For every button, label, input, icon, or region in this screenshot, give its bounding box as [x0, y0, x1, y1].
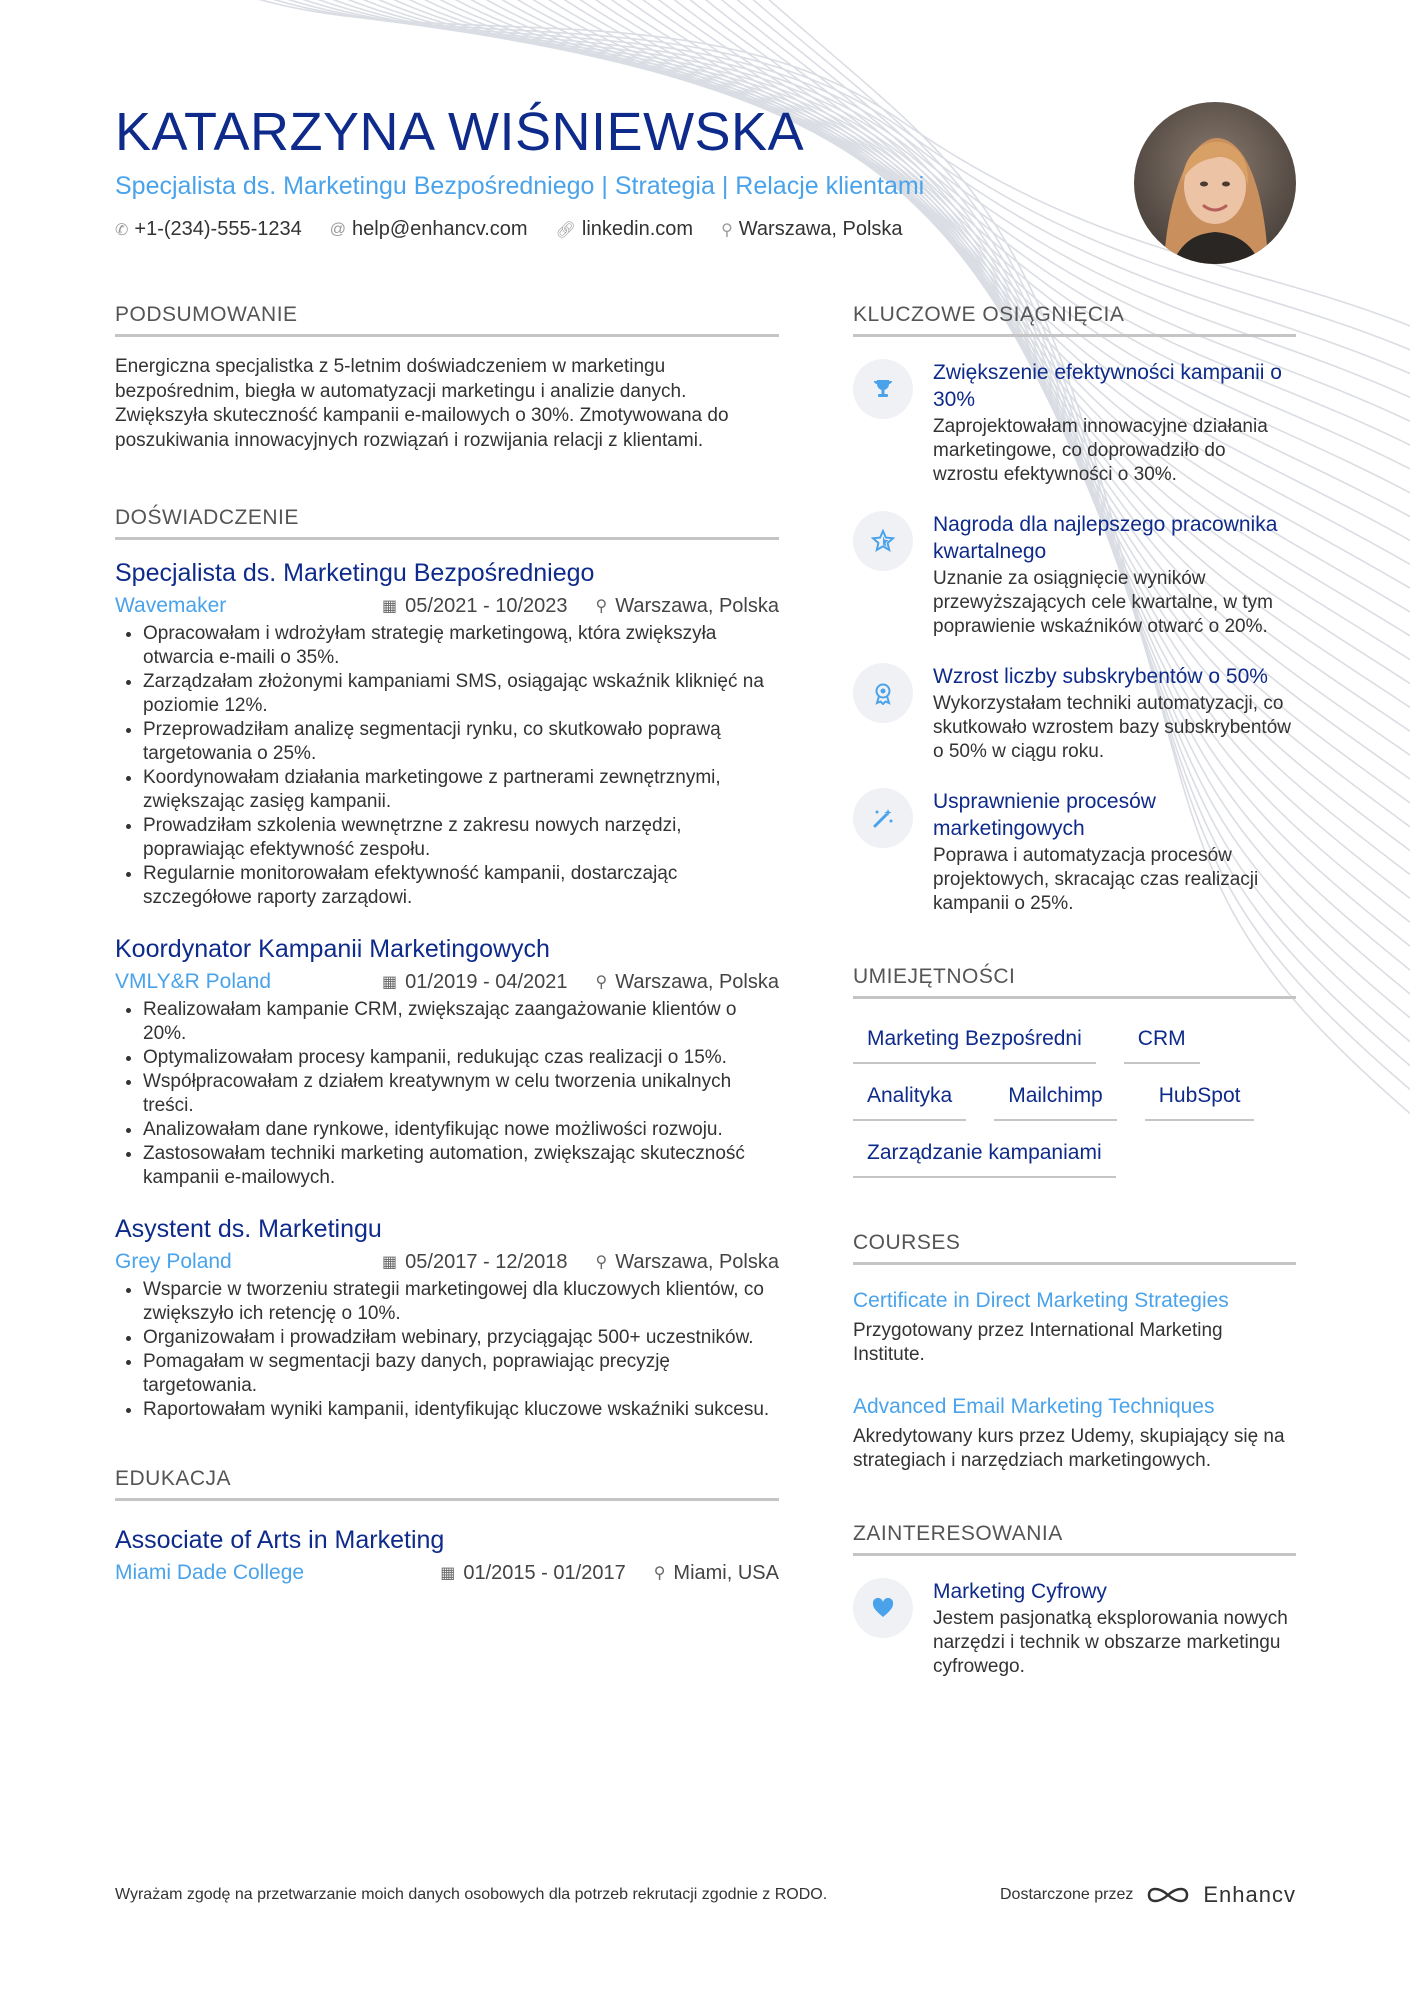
job-bullets: [115, 998, 779, 1190]
job-bullets: [115, 622, 779, 910]
contact-location: [721, 218, 902, 241]
wand-icon: [853, 788, 913, 848]
contact-linkedin[interactable]: [556, 218, 693, 241]
job-entry: [115, 558, 779, 910]
bullet-item: • Optymalizowałam procesy kampanii, redukując czas realizacji o 15%.: [143, 1046, 779, 1070]
summary-section: [115, 302, 779, 453]
degree-title: Associate of Arts in Marketing: [115, 1526, 445, 1554]
course-item: [853, 1393, 1296, 1473]
star-icon: [853, 511, 913, 571]
bullet-item: • Zastosowałam techniki marketing automation, zwiększając skuteczność kampanii e-mailowych.: [143, 1142, 779, 1190]
brand-name: Enhancv: [1203, 1882, 1296, 1907]
job-dates-text: 05/2021 - 10/2023: [405, 594, 568, 617]
footer: [115, 1882, 1296, 1908]
skill-tag: HubSpot: [1145, 1074, 1255, 1121]
education-dates-text: 01/2015 - 01/2017: [463, 1561, 626, 1584]
job-title: Koordynator Kampanii Marketingowych: [115, 935, 550, 963]
skills-section: [853, 964, 1296, 1178]
job-title: Specjalista ds. Marketingu Bezpośredniego: [115, 559, 595, 587]
job-location-text: Warszawa, Polska: [615, 1250, 779, 1273]
calendar-icon: ▦: [382, 974, 398, 991]
course-item: [853, 1287, 1296, 1367]
course-title[interactable]: Certificate in Direct Marketing Strategies: [853, 1289, 1229, 1312]
education-heading: EDUKACJA: [115, 1466, 779, 1501]
school-name[interactable]: Miami Dade College: [115, 1561, 305, 1584]
job-meta: [115, 594, 779, 618]
courses-list: [853, 1287, 1296, 1473]
summary-heading: PODSUMOWANIE: [115, 302, 779, 337]
gdpr-consent: Wyrażam zgodę na przetwarzanie moich danych osobowych dla potrzeb rekrutacji zgodnie z RODO.: [115, 1886, 828, 1903]
job-dates: [382, 595, 568, 618]
profile-photo: [1134, 102, 1296, 264]
interest-body: [933, 1578, 1296, 1679]
location-pin-icon: ⚲: [721, 221, 733, 239]
job-meta-right: [382, 595, 779, 618]
job-location: [596, 971, 779, 994]
heart-icon: [853, 1578, 913, 1638]
job-location-text: Warszawa, Polska: [615, 970, 779, 993]
job-meta-right: [382, 1251, 779, 1274]
bullet-item: • Raportowałam wyniki kampanii, identyfikując kluczowe wskaźniki sukcesu.: [143, 1398, 779, 1422]
achievement-title: Nagroda dla najlepszego pracownika kwartalnego: [933, 513, 1278, 563]
left-column: [115, 302, 779, 1585]
achievement-desc: Zaprojektowałam innowacyjne działania marketingowe, co doprowadziło do wzrostu efektywności o 30%.: [933, 416, 1268, 485]
location-pin-icon: ⚲: [595, 974, 608, 991]
achievements-heading: KLUCZOWE OSIĄGNIĘCIA: [853, 302, 1296, 337]
bullet-item: • Analizowałam dane rynkowe, identyfikując nowe możliwości rozwoju.: [143, 1118, 779, 1142]
link-icon: 🔗︎: [555, 221, 576, 239]
job-meta: [115, 970, 779, 994]
email-text: help@enhancv.com: [352, 218, 528, 240]
resume-header: [115, 100, 1015, 241]
contact-email[interactable]: [330, 218, 528, 241]
job-dates-text: 01/2019 - 04/2021: [405, 970, 568, 993]
company-name[interactable]: Wavemaker: [115, 594, 227, 617]
education-location-text: Miami, USA: [673, 1561, 779, 1584]
right-column: [853, 302, 1296, 1679]
enhancv-logo-icon: [1145, 1882, 1191, 1908]
experience-section: [115, 505, 779, 1422]
skills-list: [853, 1017, 1296, 1178]
education-meta-right: [440, 1562, 779, 1585]
course-title[interactable]: Advanced Email Marketing Techniques: [853, 1395, 1215, 1418]
skill-tag: Zarządzanie kampaniami: [853, 1131, 1116, 1178]
medal-icon: [853, 663, 913, 723]
achievement-body: [933, 359, 1296, 487]
company-name[interactable]: Grey Poland: [115, 1250, 232, 1273]
trophy-icon: [853, 359, 913, 419]
calendar-icon: ▦: [382, 598, 398, 615]
phone-icon: ✆: [115, 221, 129, 239]
skill-tag: Marketing Bezpośredni: [853, 1017, 1096, 1064]
bullet-item: • Opracowałam i wdrożyłam strategię marketingową, która zwiększyła otwarcia e-maili o 35%.: [143, 622, 779, 670]
bullet-item: • Regularnie monitorowałam efektywność kampanii, dostarczając szczegółowe raporty zarządowi.: [143, 862, 779, 910]
achievement-item: [853, 788, 1296, 916]
achievement-item: [853, 511, 1296, 639]
courses-heading: COURSES: [853, 1230, 1296, 1265]
achievement-desc: Poprawa i automatyzacja procesów projektowych, skracając czas realizacji kampanii o 25%.: [933, 845, 1259, 914]
achievement-item: [853, 359, 1296, 487]
achievement-body: [933, 511, 1296, 639]
achievements-section: [853, 302, 1296, 916]
job-location-text: Warszawa, Polska: [615, 594, 779, 617]
achievement-body: [933, 663, 1296, 764]
skill-tag: Mailchimp: [994, 1074, 1117, 1121]
bullet-item: • Przeprowadziłam analizę segmentacji rynku, co skutkowało poprawą targetowania o 25%.: [143, 718, 779, 766]
skills-heading: UMIEJĘTNOŚCI: [853, 964, 1296, 999]
location-pin-icon: ⚲: [595, 598, 608, 615]
interest-title: Marketing Cyfrowy: [933, 1580, 1107, 1603]
education-location: [654, 1562, 779, 1585]
candidate-subtitle: Specjalista ds. Marketingu Bezpośredniego | Strategia | Relacje klientami: [115, 172, 925, 200]
achievement-item: [853, 663, 1296, 764]
at-icon: @: [329, 220, 346, 238]
bullet-item: • Wsparcie w tworzeniu strategii marketingowej dla kluczowych klientów, co zwiększyło ich retencję o 10%.: [143, 1278, 779, 1326]
experience-list: [115, 558, 779, 1422]
bullet-item: • Prowadziłam szkolenia wewnętrzne z zakresu nowych narzędzi, poprawiając efektywność zespołu.: [143, 814, 779, 862]
contact-row: [115, 218, 1015, 241]
education-meta: [115, 1561, 779, 1585]
experience-heading: DOŚWIADCZENIE: [115, 505, 779, 540]
interest-item: [853, 1578, 1296, 1679]
job-location: [596, 595, 779, 618]
job-location: [596, 1251, 779, 1274]
powered-by[interactable]: [1000, 1882, 1296, 1908]
interests-list: [853, 1578, 1296, 1679]
location-text: Warszawa, Polska: [738, 218, 903, 240]
achievements-list: [853, 359, 1296, 916]
course-desc: Przygotowany przez International Marketing Institute.: [853, 1320, 1223, 1365]
job-meta-right: [382, 971, 779, 994]
company-name[interactable]: VMLY&R Poland: [115, 970, 272, 993]
job-dates: [382, 971, 568, 994]
summary-text: Energiczna specjalistka z 5-letnim doświadczeniem w marketingu bezpośrednim, biegła w automatyzacji marketingu i analizie danych. Zwiększyła skuteczność kampanii e-mailowych o 30%. Zmotywowana do poszukiwania innowacyjnych rozwiązań i rozwijania relacji z klientami.: [115, 356, 729, 451]
location-pin-icon: ⚲: [653, 1565, 666, 1582]
course-desc: Akredytowany kurs przez Udemy, skupiający się na strategiach i narzędziach marketingowych.: [853, 1426, 1285, 1471]
courses-section: [853, 1230, 1296, 1473]
contact-phone[interactable]: [115, 218, 302, 241]
achievement-title: Zwiększenie efektywności kampanii o 30%: [933, 361, 1282, 411]
skill-tag: Analityka: [853, 1074, 966, 1121]
skill-tag: CRM: [1124, 1017, 1200, 1064]
job-entry: [115, 1214, 779, 1422]
job-dates: [382, 1251, 568, 1274]
education-section: [115, 1466, 779, 1585]
bullet-item: • Organizowałam i prowadziłam webinary, przyciągając 500+ uczestników.: [143, 1326, 779, 1350]
interests-heading: ZAINTERESOWANIA: [853, 1521, 1296, 1556]
bullet-item: • Zarządzałam złożonymi kampaniami SMS, osiągając wskaźnik kliknięć na poziomie 12%.: [143, 670, 779, 718]
calendar-icon: ▦: [382, 1254, 398, 1271]
job-entry: [115, 934, 779, 1190]
candidate-name: KATARZYNA WIŚNIEWSKA: [115, 102, 805, 162]
achievement-title: Usprawnienie procesów marketingowych: [933, 790, 1156, 840]
phone-text: +1-(234)-555-1234: [134, 218, 302, 240]
job-dates-text: 05/2017 - 12/2018: [405, 1250, 568, 1273]
job-meta: [115, 1250, 779, 1274]
achievement-desc: Uznanie za osiągnięcie wyników przewyższających cele kwartalne, w tym poprawienie wskaźników otwarć o 20%.: [933, 568, 1273, 637]
powered-by-label: Dostarczone przez: [999, 1886, 1134, 1903]
achievement-body: [933, 788, 1296, 916]
interests-section: [853, 1521, 1296, 1679]
education-entry: [115, 1525, 779, 1585]
bullet-item: • Koordynowałam działania marketingowe z partnerami zewnętrznymi, zwiększając zasięg kampanii.: [143, 766, 779, 814]
location-pin-icon: ⚲: [595, 1254, 608, 1271]
job-bullets: [115, 1278, 779, 1422]
bullet-item: • Współpracowałam z działem kreatywnym w celu tworzenia unikalnych treści.: [143, 1070, 779, 1118]
education-dates: [440, 1562, 626, 1585]
job-title: Asystent ds. Marketingu: [115, 1215, 382, 1243]
bullet-item: • Pomagałam w segmentacji bazy danych, poprawiając precyzję targetowania.: [143, 1350, 779, 1398]
calendar-icon: ▦: [440, 1565, 456, 1582]
interest-desc: Jestem pasjonatką eksplorowania nowych narzędzi i technik w obszarze marketingu cyfrowego.: [933, 1608, 1288, 1677]
achievement-desc: Wykorzystałam techniki automatyzacji, co skutkowało wzrostem bazy subskrybentów o 50% w ciągu roku.: [933, 693, 1291, 762]
bullet-item: • Realizowałam kampanie CRM, zwiększając zaangażowanie klientów o 20%.: [143, 998, 779, 1046]
achievement-title: Wzrost liczby subskrybentów o 50%: [933, 665, 1268, 688]
linkedin-text: linkedin.com: [581, 218, 694, 240]
